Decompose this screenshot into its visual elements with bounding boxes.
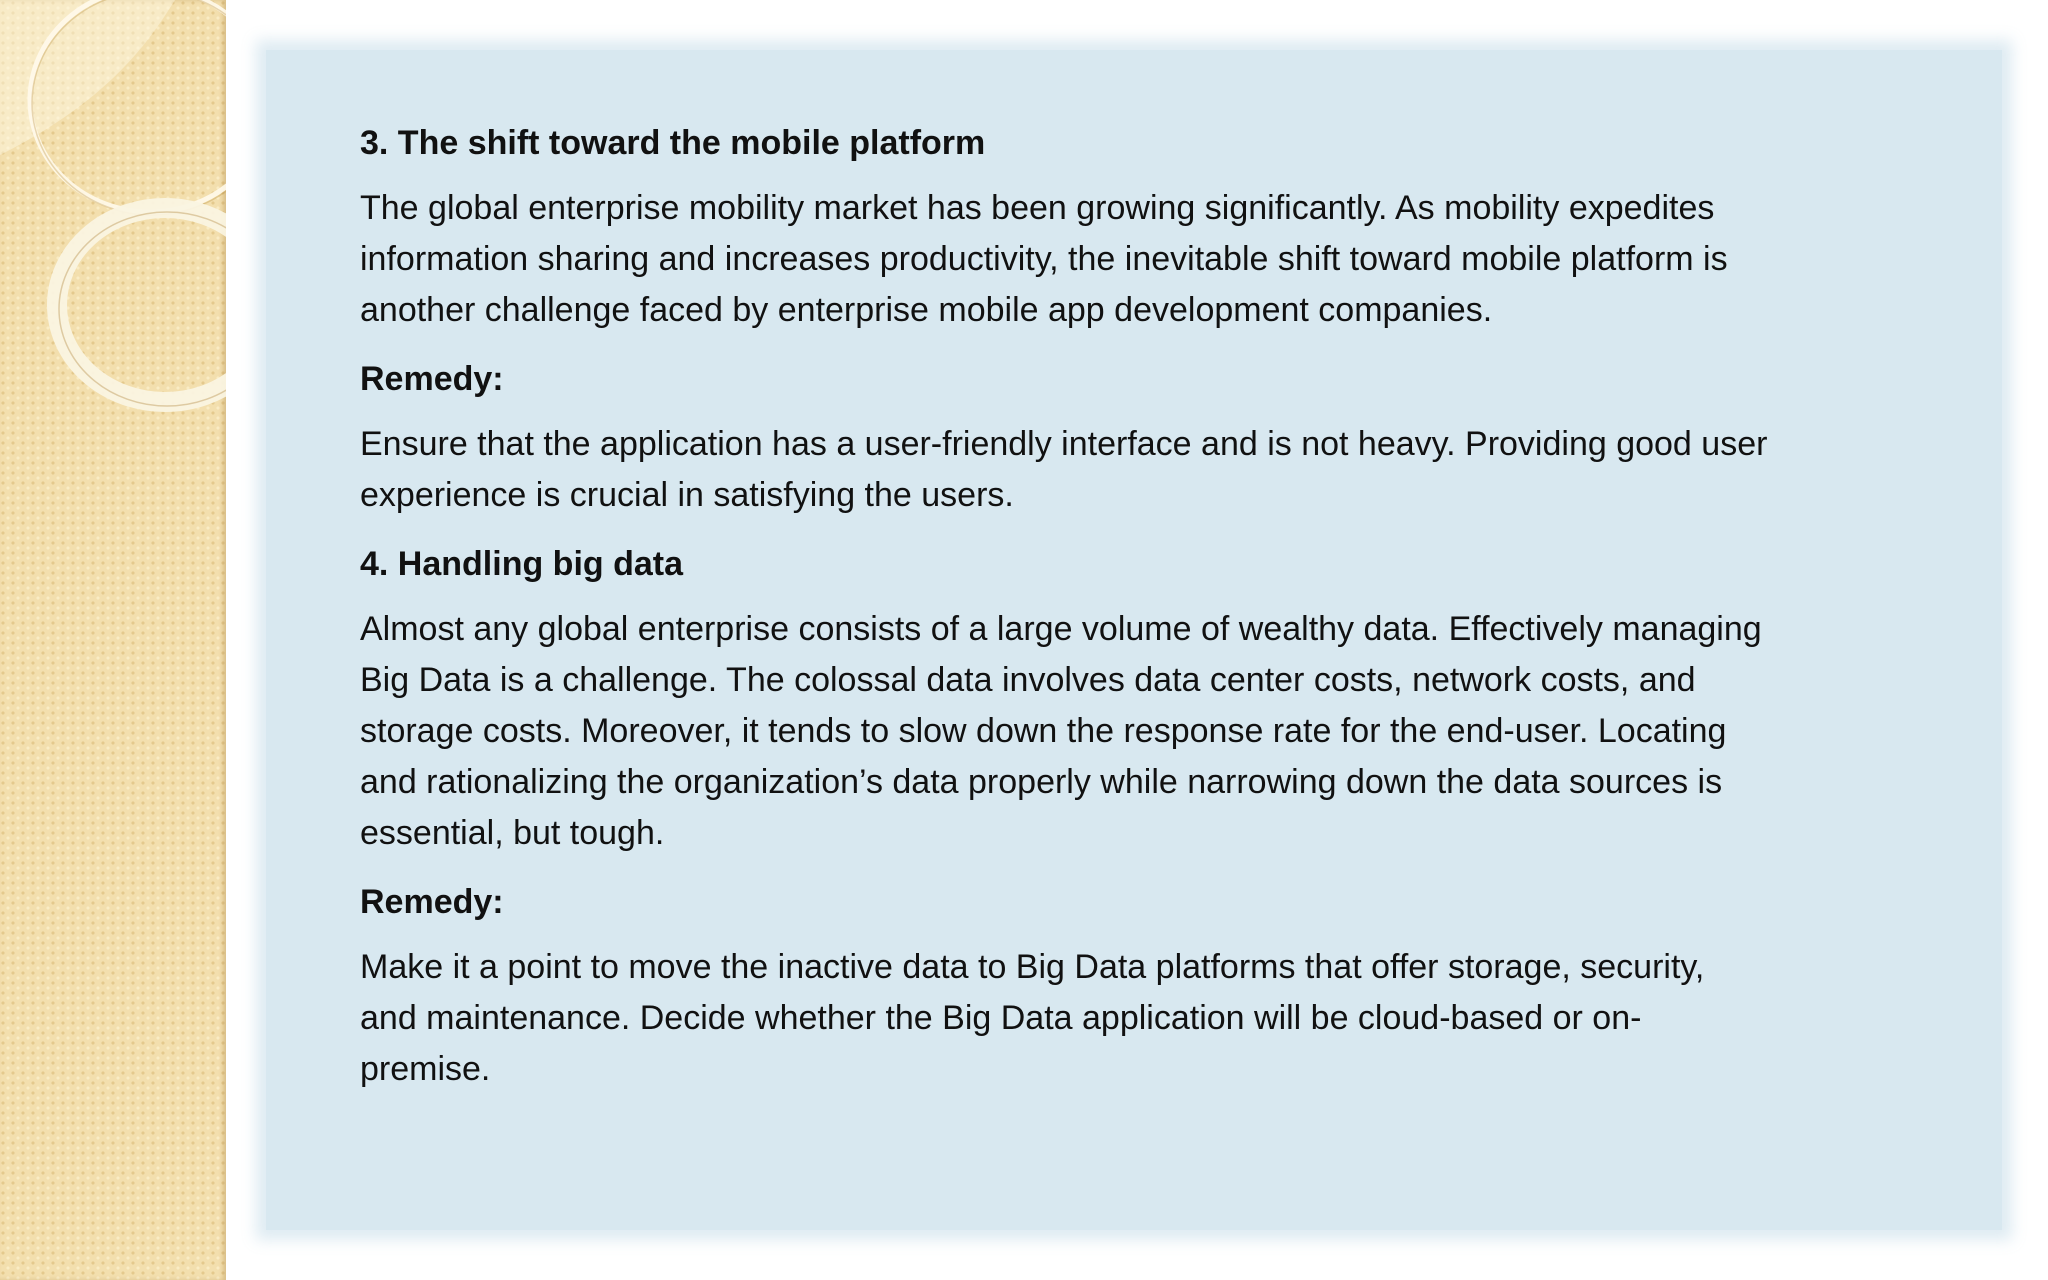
section-body-mobile-platform: The global enterprise mobility market has been growing significantly. As mobility expedites information sharing and increases productivity, the inevitable shift toward mobile platform is another challenge faced by enterprise mobile app development companies. — [360, 189, 1728, 329]
remedy-heading: Remedy: — [360, 883, 504, 921]
remedy-body-big-data: Make it a point to move the inactive data to Big Data platforms that offer storage, security, and maintenance. Decide whether the Big Data application will be cloud-based or on- premise. — [360, 948, 1705, 1088]
remedy-body-mobile-platform: Ensure that the application has a user-friendly interface and is not heavy. Providing good user experience is crucial in satisfying the users. — [360, 425, 1768, 514]
section-body-big-data: Almost any global enterprise consists of a large volume of wealthy data. Effectively managing Big Data is a challenge. The colossal data involves data center costs, network costs, and storage costs. Moreover, it tends to slow down the response rate for the end-user. Locating and rationalizing the organization’s data properly while narrowing down the data sources is essential, but tough. — [360, 610, 1762, 852]
section-heading-big-data: 4. Handling big data — [360, 545, 684, 583]
decorative-rings — [0, 0, 226, 1280]
slide-text — [360, 118, 1980, 1113]
section-heading-mobile-platform: 3. The shift toward the mobile platform — [360, 124, 986, 162]
remedy-heading: Remedy: — [360, 360, 504, 398]
decorative-side-strip — [0, 0, 226, 1280]
